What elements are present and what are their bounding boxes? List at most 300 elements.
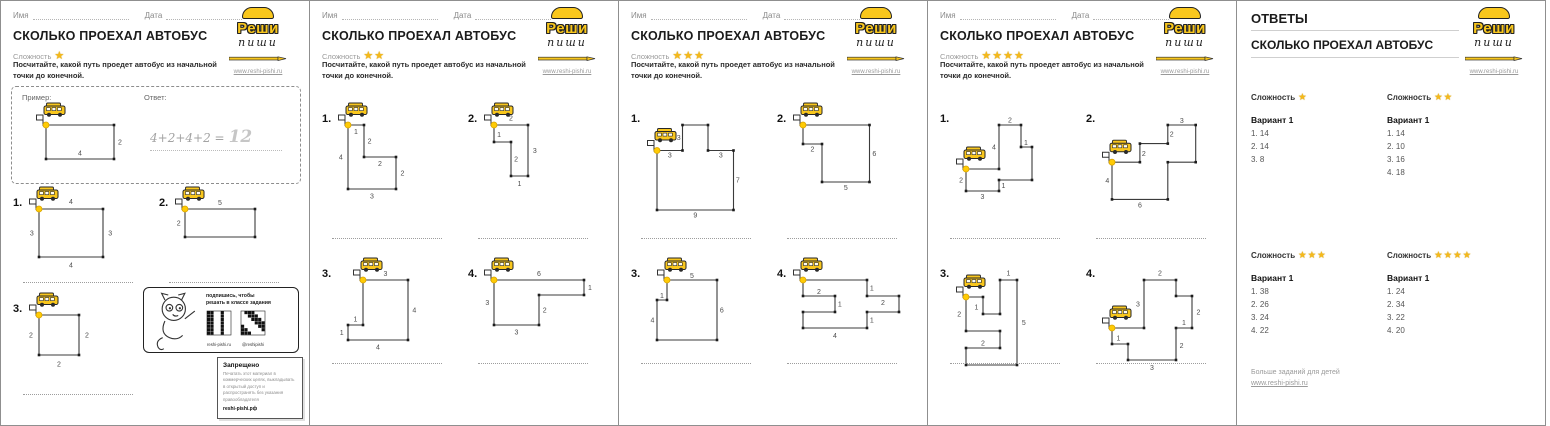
- bus-icon: [665, 258, 686, 272]
- answer-dotted-line: [787, 238, 897, 239]
- answer-dotted-line: [332, 238, 442, 239]
- segment-length-label: 1: [1116, 335, 1121, 343]
- segment-length-label: 3: [532, 147, 537, 155]
- answers-heading: ОТВЕТЫ: [1251, 11, 1308, 26]
- segment-length-label: 4: [69, 262, 73, 269]
- difficulty-label: Сложность: [631, 52, 670, 61]
- answer-item: 3. 22: [1387, 313, 1405, 322]
- segment-length-label: 1: [869, 285, 874, 293]
- bus-icon: [37, 187, 58, 201]
- start-point-dot: [963, 166, 969, 172]
- puzzle-4: [777, 256, 919, 368]
- divider: [1251, 57, 1459, 58]
- puzzle-diagram: [789, 256, 915, 340]
- answers-page: [1236, 0, 1546, 426]
- difficulty-stars: ★★★★: [981, 50, 1025, 62]
- answer-item: 3. 16: [1387, 155, 1405, 164]
- puzzle-number: 2.: [777, 113, 787, 125]
- answer-item: 3. 24: [1251, 313, 1269, 322]
- pencil-icon: [229, 56, 287, 62]
- segment-length-label: 2: [1141, 150, 1146, 158]
- answer-dotted-line: [641, 238, 751, 239]
- bus-roof-icon: [1169, 7, 1201, 19]
- segment-length-label: 1: [660, 292, 664, 300]
- start-flag-icon: [658, 270, 665, 281]
- puzzle-4: [1086, 256, 1228, 372]
- segment-length-label: 2: [514, 156, 519, 164]
- qr-codes-row: [206, 310, 266, 347]
- pencil-icon: [847, 56, 905, 62]
- segment-length-label: 3: [1135, 301, 1140, 309]
- name-input-line: [342, 11, 438, 20]
- section-difficulty-row: [1251, 87, 1381, 105]
- puzzle-diagram: [1098, 101, 1212, 211]
- bus-icon: [346, 103, 367, 117]
- qr-code: [206, 310, 232, 347]
- start-flag-icon: [1103, 318, 1110, 329]
- answer-dotted-line: [641, 363, 751, 364]
- segment-length-label: 3: [980, 193, 985, 201]
- segment-length-label: 3: [370, 193, 374, 201]
- example-formula: 4+2+4+2 = 12: [150, 127, 282, 151]
- start-point-dot: [36, 312, 42, 318]
- puzzle-diagram: [643, 256, 733, 352]
- bus-roof-icon: [551, 7, 583, 19]
- puzzle-2: [1086, 101, 1228, 243]
- puzzle-diagram: [334, 101, 412, 201]
- segment-length-label: 5: [843, 184, 848, 192]
- answer-item: 1. 14: [1387, 129, 1405, 138]
- qr-promo-card: [143, 287, 299, 353]
- name-date-row: [322, 11, 551, 20]
- puzzle-number: 2.: [1086, 113, 1096, 125]
- answer-dotted-line: [950, 238, 1060, 239]
- start-point-dot: [664, 277, 670, 283]
- logo-text-bottom: пиши: [547, 36, 587, 49]
- segment-length-label: 4: [992, 144, 996, 152]
- start-point-dot: [1109, 159, 1115, 165]
- puzzle-3: [13, 291, 155, 399]
- start-flag-icon: [485, 270, 492, 281]
- puzzle-2: [159, 185, 301, 287]
- puzzle-1: [631, 101, 773, 243]
- puzzle-number: 1.: [322, 113, 332, 125]
- segment-length-label: 4: [412, 307, 417, 315]
- answer-item: 1. 24: [1387, 287, 1405, 296]
- logo-text-bottom: пиши: [1474, 36, 1514, 49]
- pencil-icon: [1156, 56, 1214, 62]
- cat-mascot-illustration: [146, 290, 206, 352]
- name-input-line: [33, 11, 129, 20]
- puzzle-1: [13, 185, 155, 287]
- puzzle-number: 3.: [940, 268, 950, 280]
- copyright-title: Запрещено: [223, 362, 260, 369]
- start-point-dot: [360, 277, 366, 283]
- puzzle-diagram: [32, 101, 130, 171]
- puzzle-number: 3.: [631, 268, 641, 280]
- segment-length-label: 1: [353, 316, 358, 324]
- instruction-text: Посчитайте, какой путь проедет автобус из начальной точки до конечной.: [13, 60, 217, 80]
- start-flag-icon: [354, 270, 361, 281]
- worksheet-page-3-stars: [618, 0, 928, 426]
- segment-length-label: 2: [367, 138, 372, 146]
- answer-item: 3. 8: [1251, 155, 1265, 164]
- logo-text-bottom: пиши: [1165, 36, 1205, 49]
- footer-text: Больше заданий для детей: [1251, 369, 1340, 376]
- segment-length-label: 2: [817, 288, 821, 296]
- pencil-icon: [538, 56, 596, 62]
- instruction-text: Посчитайте, какой путь проедет автобус из начальной точки до конечной.: [322, 60, 526, 80]
- site-link[interactable]: www.reshi-pishi.ru: [233, 69, 283, 75]
- segment-length-label: 3: [718, 152, 723, 160]
- segment-length-label: 2: [1179, 343, 1184, 350]
- name-label: Имя: [940, 11, 956, 20]
- name-date-row: [940, 11, 1169, 20]
- brand-logo: [1142, 7, 1228, 75]
- start-flag-icon: [176, 199, 183, 210]
- segment-length-label: 1: [1024, 140, 1028, 147]
- start-flag-icon: [794, 115, 801, 126]
- answer-item: 2. 26: [1251, 300, 1269, 309]
- difficulty-label: Сложность: [1251, 251, 1296, 260]
- qr-caption: reshi-pishi.ru: [207, 342, 231, 347]
- segment-length-label: 4: [833, 333, 837, 340]
- qr-code: [240, 310, 266, 347]
- answers-section-1: [1251, 87, 1381, 164]
- example-label: Пример:: [22, 93, 52, 102]
- start-flag-icon: [794, 270, 801, 281]
- puzzle-diagram: [952, 101, 1048, 203]
- start-flag-icon: [485, 115, 492, 126]
- segment-length-label: 9: [693, 212, 698, 220]
- start-point-dot: [963, 294, 969, 300]
- name-label: Имя: [13, 11, 29, 20]
- segment-length-label: 2: [176, 220, 181, 228]
- segment-length-label: 1: [869, 317, 874, 325]
- logo-text-bottom: пиши: [856, 36, 896, 49]
- start-flag-icon: [30, 199, 37, 210]
- bus-icon: [44, 103, 65, 117]
- answer-dotted-line: [478, 238, 588, 239]
- difficulty-label: Сложность: [1387, 93, 1432, 102]
- name-input-line: [651, 11, 747, 20]
- date-label: Дата: [1071, 11, 1090, 20]
- qr-card-text: подпишись, чтобы решать в классе задания: [206, 293, 271, 307]
- puzzle-diagram: [643, 101, 750, 222]
- segment-length-label: 3: [383, 271, 388, 279]
- answer-dotted-line: [1096, 238, 1206, 239]
- answer-dotted-line: [23, 394, 133, 395]
- bus-roof-icon: [860, 7, 892, 19]
- answer-dotted-line: [23, 282, 133, 283]
- puzzle-diagram: [480, 101, 544, 188]
- section-difficulty-row: [1251, 245, 1381, 263]
- copyright-site: reshi-pishi.рф: [223, 405, 258, 412]
- start-flag-icon: [37, 115, 44, 126]
- start-point-dot: [800, 277, 806, 283]
- segment-length-label: 2: [85, 332, 89, 340]
- start-point-dot: [654, 148, 660, 154]
- example-answer-line: [150, 150, 282, 151]
- site-link[interactable]: www.reshi-pishi.ru: [1160, 69, 1210, 75]
- puzzle-diagram: [1098, 256, 1208, 372]
- name-date-row: [13, 11, 242, 20]
- segment-length-label: 1: [1001, 182, 1006, 190]
- bus-icon: [964, 275, 985, 289]
- bus-icon: [361, 258, 382, 272]
- worksheet-page-4-stars: [927, 0, 1237, 426]
- worksheet-page-1-star: [0, 0, 310, 426]
- difficulty-stars: ★★★★: [1434, 250, 1473, 261]
- answers-footer: [1251, 367, 1340, 389]
- segment-length-label: 4: [69, 199, 73, 207]
- segment-length-label: 1: [974, 304, 979, 312]
- segment-length-label: 1: [517, 181, 522, 188]
- answer-item: 1. 14: [1251, 129, 1269, 138]
- start-flag-icon: [1103, 152, 1110, 163]
- bus-icon: [1110, 306, 1131, 320]
- segment-length-label: 2: [881, 300, 885, 308]
- segment-length-label: 2: [810, 146, 815, 154]
- segment-length-label: 2: [117, 139, 122, 147]
- answer-label: Ответ:: [144, 93, 167, 102]
- segment-length-label: 2: [959, 177, 964, 185]
- difficulty-stars: ★: [54, 50, 66, 62]
- answers-page-title: СКОЛЬКО ПРОЕХАЛ АВТОБУС: [1251, 38, 1434, 52]
- name-date-row: [631, 11, 860, 20]
- segment-length-label: 1: [339, 329, 344, 337]
- answers-section-3: [1251, 245, 1381, 335]
- segment-length-label: 1: [588, 284, 592, 292]
- name-label: Имя: [322, 11, 338, 20]
- segment-length-label: 2: [400, 170, 405, 178]
- logo-text-top: Реши: [237, 20, 279, 37]
- segment-length-label: 1: [1006, 270, 1011, 278]
- brand-logo: [215, 7, 301, 75]
- puzzle-3: [631, 256, 773, 368]
- segment-length-label: 3: [514, 329, 519, 337]
- segment-length-label: 6: [1137, 202, 1142, 210]
- segment-length-label: 2: [1158, 270, 1162, 278]
- start-flag-icon: [30, 305, 37, 316]
- copyright-body: Печатать этот материал в коммерческих целях, выкладывать в открытый доступ и распространять без указания правообладателя: [223, 371, 295, 402]
- puzzle-number: 4.: [468, 268, 478, 280]
- copyright-card: [217, 357, 303, 419]
- bus-icon: [964, 147, 985, 161]
- site-link[interactable]: www.reshi-pishi.ru: [542, 69, 592, 75]
- difficulty-label: Сложность: [940, 52, 979, 61]
- answer-item: 1. 38: [1251, 287, 1269, 296]
- answer-item: 4. 18: [1387, 168, 1405, 177]
- segment-length-label: 3: [485, 299, 490, 307]
- segment-length-label: 6: [872, 150, 877, 158]
- puzzle-number: 3.: [322, 268, 332, 280]
- segment-length-label: 2: [509, 115, 513, 123]
- bus-icon: [1110, 140, 1131, 154]
- difficulty-label: Сложность: [322, 52, 361, 61]
- start-flag-icon: [957, 287, 964, 298]
- segment-length-label: 2: [981, 340, 985, 348]
- start-point-dot: [182, 206, 188, 212]
- brand-logo: [833, 7, 919, 75]
- puzzle-diagram: [789, 101, 886, 194]
- date-label: Дата: [453, 11, 472, 20]
- answers-section-4: [1387, 245, 1517, 335]
- segment-length-label: 4: [1105, 178, 1110, 186]
- puzzle-3: [940, 256, 1082, 368]
- start-point-dot: [491, 277, 497, 283]
- example-box: [11, 86, 301, 184]
- bus-icon: [492, 258, 513, 272]
- instruction-text: Посчитайте, какой путь проедет автобус из начальной точки до конечной.: [940, 60, 1144, 80]
- puzzle-number: 2.: [159, 197, 169, 209]
- segment-length-label: 6: [719, 307, 724, 315]
- puzzle-diagram: [952, 256, 1033, 377]
- section-difficulty-row: [1387, 87, 1517, 105]
- puzzle-diagram: [480, 256, 600, 337]
- bus-icon: [801, 258, 822, 272]
- difficulty-label: Сложность: [1251, 93, 1296, 102]
- start-flag-icon: [648, 141, 655, 152]
- segment-length-label: 1: [354, 128, 358, 136]
- page-title: СКОЛЬКО ПРОЕХАЛ АВТОБУС: [940, 29, 1135, 43]
- bus-roof-icon: [1478, 7, 1510, 19]
- puzzle-2: [777, 101, 919, 243]
- puzzle-1: [940, 101, 1082, 243]
- puzzle-diagram: [25, 185, 119, 269]
- segment-length-label: 3: [1150, 365, 1154, 372]
- start-flag-icon: [957, 159, 964, 170]
- answer-item: 2. 14: [1251, 142, 1269, 151]
- segment-length-label: 5: [690, 272, 694, 280]
- answer-dotted-line: [169, 282, 279, 283]
- start-point-dot: [345, 122, 351, 128]
- difficulty-stars: ★★★: [672, 50, 705, 62]
- segment-length-label: 2: [957, 311, 962, 319]
- date-label: Дата: [144, 11, 163, 20]
- segment-length-label: 3: [1179, 118, 1184, 126]
- bus-roof-icon: [242, 7, 274, 19]
- name-input-line: [960, 11, 1056, 20]
- logo-text-top: Реши: [1164, 20, 1206, 37]
- segment-length-label: 2: [542, 307, 547, 315]
- segment-length-label: 2: [1196, 309, 1201, 317]
- start-flag-icon: [339, 115, 346, 126]
- puzzle-diagram: [171, 185, 271, 249]
- brand-logo: [524, 7, 610, 75]
- answer-dotted-line: [787, 363, 897, 364]
- answers-section-2: [1387, 87, 1517, 177]
- start-point-dot: [491, 122, 497, 128]
- segment-length-label: 6: [537, 271, 541, 279]
- logo-text-top: Реши: [546, 20, 588, 37]
- segment-length-label: 4: [650, 317, 655, 325]
- segment-length-label: 1: [837, 301, 842, 309]
- difficulty-stars: ★: [1298, 92, 1308, 103]
- answer-dotted-line: [950, 363, 1060, 364]
- site-link[interactable]: www.reshi-pishi.ru: [1469, 69, 1519, 75]
- puzzle-number: 2.: [468, 113, 478, 125]
- start-point-dot: [36, 206, 42, 212]
- footer-site-link[interactable]: www.reshi-pishi.ru: [1251, 380, 1308, 388]
- puzzle-number: 1.: [631, 113, 641, 125]
- segment-length-label: 3: [676, 135, 681, 143]
- segment-length-label: 2: [378, 161, 382, 169]
- qr-caption: @reshipishi: [242, 342, 264, 347]
- variant-label: Вариант 1: [1387, 273, 1430, 283]
- bus-icon: [183, 187, 204, 201]
- variant-label: Вариант 1: [1251, 115, 1294, 125]
- difficulty-stars: ★★: [363, 50, 386, 62]
- logo-text-top: Реши: [1473, 20, 1515, 37]
- segment-length-label: 2: [1008, 117, 1012, 125]
- puzzle-number: 1.: [940, 113, 950, 125]
- logo-text-bottom: пиши: [238, 36, 278, 49]
- page-title: СКОЛЬКО ПРОЕХАЛ АВТОБУС: [631, 29, 826, 43]
- puzzle-number: 3.: [13, 303, 23, 315]
- difficulty-stars: ★★: [1434, 92, 1454, 103]
- date-label: Дата: [762, 11, 781, 20]
- segment-length-label: 2: [1169, 131, 1174, 139]
- segment-length-label: 5: [218, 200, 222, 208]
- start-point-dot: [800, 122, 806, 128]
- puzzle-diagram: [25, 291, 95, 367]
- segment-length-label: 2: [57, 361, 61, 367]
- bus-icon: [655, 129, 676, 143]
- page-title: СКОЛЬКО ПРОЕХАЛ АВТОБУС: [13, 29, 208, 43]
- segment-length-label: 5: [1021, 319, 1026, 327]
- answer-item: 2. 10: [1387, 142, 1405, 151]
- example-diagram: [20, 101, 140, 179]
- bus-icon: [801, 103, 822, 117]
- segment-length-label: 1: [1182, 319, 1186, 327]
- segment-length-label: 3: [667, 152, 672, 160]
- bus-icon: [492, 103, 513, 117]
- segment-length-label: 3: [29, 230, 34, 238]
- answer-item: 4. 22: [1251, 326, 1269, 335]
- divider: [1251, 30, 1459, 31]
- answer-item: 4. 20: [1387, 326, 1405, 335]
- segment-length-label: 7: [735, 177, 740, 185]
- difficulty-label: Сложность: [1387, 251, 1432, 260]
- segment-length-label: 4: [338, 154, 343, 162]
- puzzle-number: 4.: [1086, 268, 1096, 280]
- segment-length-label: 3: [108, 230, 113, 238]
- puzzle-1: [322, 101, 464, 243]
- variant-label: Вариант 1: [1251, 273, 1294, 283]
- answer-dotted-line: [332, 363, 442, 364]
- puzzle-3: [322, 256, 464, 368]
- puzzle-diagram: [334, 256, 424, 352]
- puzzle-4: [468, 256, 610, 368]
- variant-label: Вариант 1: [1387, 115, 1430, 125]
- site-link[interactable]: www.reshi-pishi.ru: [851, 69, 901, 75]
- example-result: 12: [228, 127, 253, 147]
- logo-text-top: Реши: [855, 20, 897, 37]
- difficulty-label: Сложность: [13, 52, 52, 61]
- segment-length-label: 4: [376, 344, 380, 352]
- brand-logo: [1451, 7, 1537, 75]
- section-difficulty-row: [1387, 245, 1517, 263]
- puzzle-number: 1.: [13, 197, 23, 209]
- difficulty-stars: ★★★: [1298, 250, 1327, 261]
- instruction-text: Посчитайте, какой путь проедет автобус из начальной точки до конечной.: [631, 60, 835, 80]
- puzzle-2: [468, 101, 610, 243]
- answer-item: 2. 34: [1387, 300, 1405, 309]
- segment-length-label: 1: [497, 131, 502, 139]
- segment-length-label: 2: [29, 332, 33, 340]
- start-point-dot: [43, 122, 49, 128]
